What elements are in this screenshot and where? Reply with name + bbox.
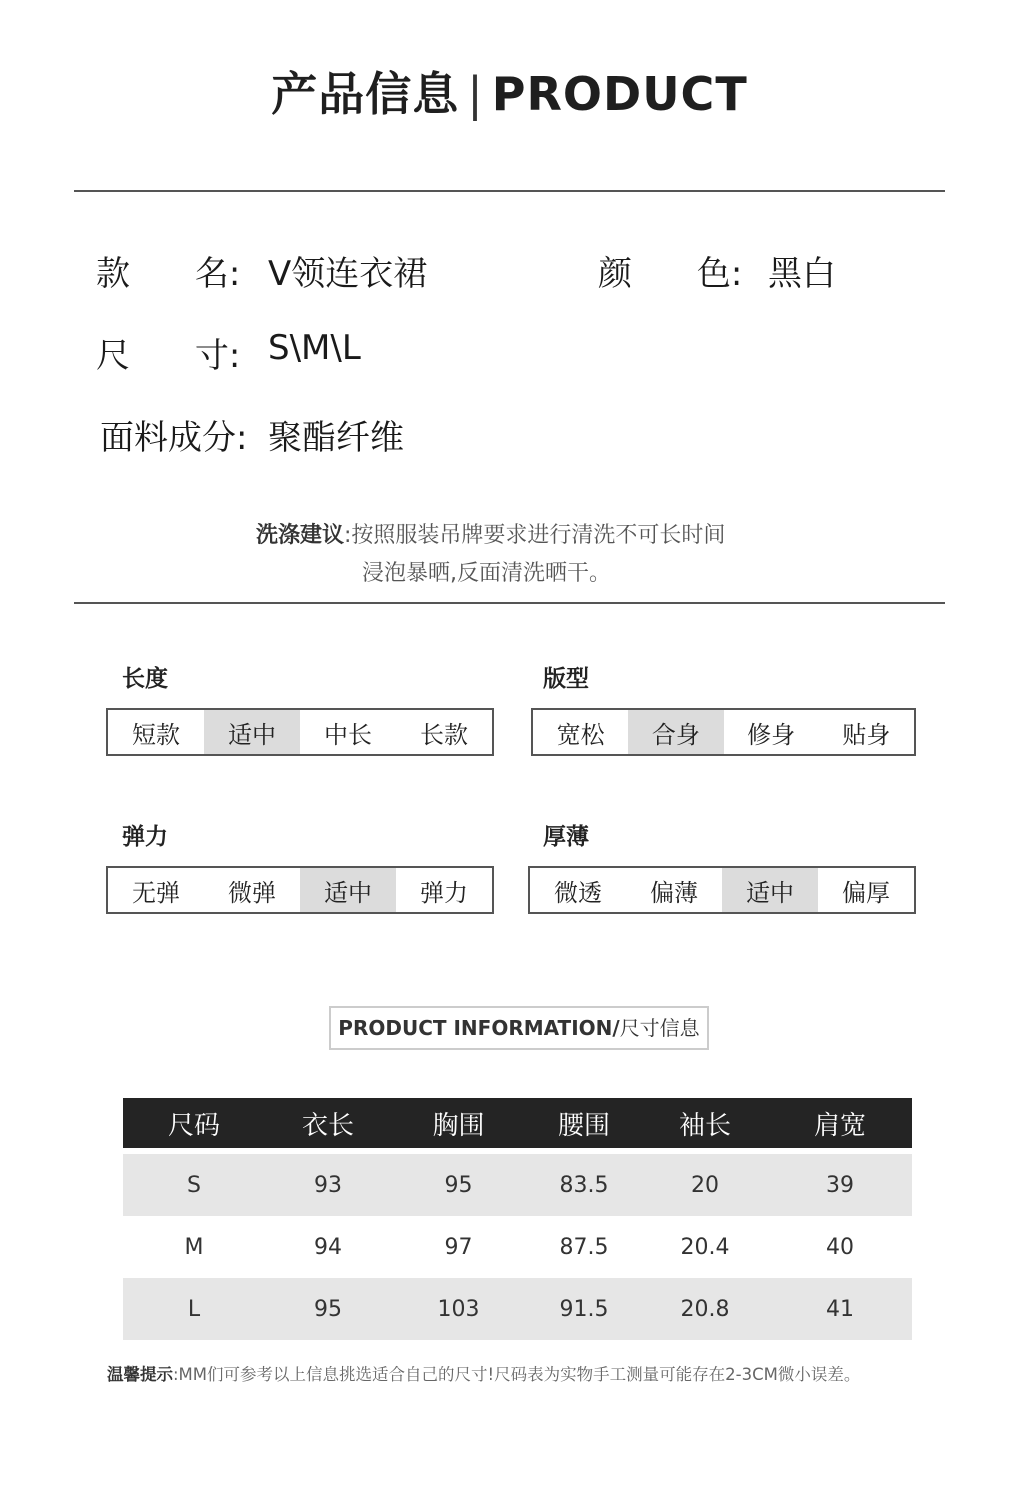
table-cell: 83.5 — [526, 1154, 642, 1216]
title-cn: 产品信息 — [271, 67, 460, 121]
length-option-selected: 适中 — [204, 710, 300, 754]
info-name-label: 款 名: — [96, 254, 241, 294]
table-cell: 20.8 — [642, 1278, 768, 1340]
length-label: 长度 — [122, 666, 168, 692]
size-table-header-cell: 袖长 — [642, 1098, 768, 1148]
elastic-option-selected: 适中 — [300, 868, 396, 912]
size-table — [123, 1098, 912, 1340]
length-option: 长款 — [420, 720, 468, 749]
thickness-label: 厚薄 — [543, 824, 589, 850]
fit-option: 修身 — [747, 720, 796, 749]
title-separator: | — [467, 67, 484, 121]
fit-label: 版型 — [543, 666, 589, 692]
elastic-scale — [106, 866, 494, 914]
table-cell: 40 — [826, 1234, 854, 1260]
table-row — [123, 1216, 912, 1278]
warm-tip-label: 温馨提示 — [107, 1365, 173, 1384]
warm-tip-text: :MM们可参考以上信息挑选适合自己的尺寸!尺码表为实物手工测量可能存在2-3CM微小误差。 — [173, 1365, 861, 1384]
thickness-option-selected: 适中 — [722, 868, 818, 912]
warm-tip — [107, 1361, 860, 1385]
thickness-option: 微透 — [554, 878, 602, 907]
table-cell: 94 — [314, 1234, 342, 1260]
fit-option: 贴身 — [842, 720, 891, 749]
info-color-label: 颜 色: — [598, 254, 743, 294]
wash-advice-text1: :按照服装吊牌要求进行清洗不可长时间 — [344, 523, 726, 548]
length-option: 中长 — [324, 720, 372, 749]
fit-option: 宽松 — [556, 720, 605, 749]
top-divider — [74, 190, 945, 192]
page-title — [0, 58, 1019, 124]
length-option: 短款 — [132, 720, 180, 749]
info-color-value: 黑白 — [768, 254, 836, 294]
table-cell: 95 — [391, 1154, 526, 1216]
table-cell: 39 — [768, 1154, 912, 1216]
middle-divider — [74, 602, 945, 604]
elastic-option: 弹力 — [420, 878, 468, 907]
info-size-value: S\M\L — [268, 328, 361, 368]
size-table-header-cell: 胸围 — [391, 1098, 526, 1148]
elastic-option: 微弹 — [228, 878, 276, 907]
table-row — [123, 1154, 912, 1216]
size-table-header — [123, 1098, 912, 1148]
table-cell: 41 — [768, 1278, 912, 1340]
size-table-header-cell: 尺码 — [123, 1098, 265, 1148]
product-information-cn: 尺寸信息 — [619, 1016, 700, 1040]
fit-option-selected: 合身 — [628, 710, 723, 754]
product-information-en: PRODUCT INFORMATION/ — [338, 1016, 620, 1040]
info-fabric-label: 面料成分: — [100, 418, 248, 458]
table-cell: 97 — [444, 1234, 473, 1260]
table-cell: 95 — [265, 1278, 391, 1340]
product-information-heading — [329, 1006, 709, 1050]
size-table-header-cell: 衣长 — [265, 1098, 391, 1148]
wash-advice-text2: 浸泡暴晒,反面清洗晒干。 — [362, 561, 611, 586]
table-cell: M — [184, 1234, 204, 1260]
thickness-option: 偏厚 — [842, 878, 890, 907]
info-size-label: 尺 寸: — [96, 336, 241, 376]
wash-advice-line1 — [256, 518, 725, 549]
table-cell: L — [123, 1278, 265, 1340]
size-table-header-cell: 腰围 — [526, 1098, 642, 1148]
wash-advice-label: 洗涤建议 — [256, 523, 345, 548]
info-fabric-value: 聚酯纤维 — [268, 418, 404, 458]
table-cell: 93 — [265, 1154, 391, 1216]
table-cell: 91.5 — [526, 1278, 642, 1340]
thickness-option: 偏薄 — [650, 878, 698, 907]
elastic-label: 弹力 — [122, 824, 168, 850]
table-cell: 20 — [642, 1154, 768, 1216]
length-scale — [106, 708, 494, 756]
title-en: PRODUCT — [491, 67, 748, 121]
info-name-value: V领连衣裙 — [268, 254, 428, 294]
table-cell: 87.5 — [559, 1234, 609, 1260]
elastic-option: 无弹 — [132, 878, 180, 907]
table-cell: 103 — [391, 1278, 526, 1340]
table-cell: S — [123, 1154, 265, 1216]
table-cell: 20.4 — [680, 1234, 730, 1260]
size-table-header-cell: 肩宽 — [768, 1098, 912, 1148]
table-row — [123, 1278, 912, 1340]
fit-scale — [531, 708, 916, 756]
thickness-scale — [528, 866, 916, 914]
